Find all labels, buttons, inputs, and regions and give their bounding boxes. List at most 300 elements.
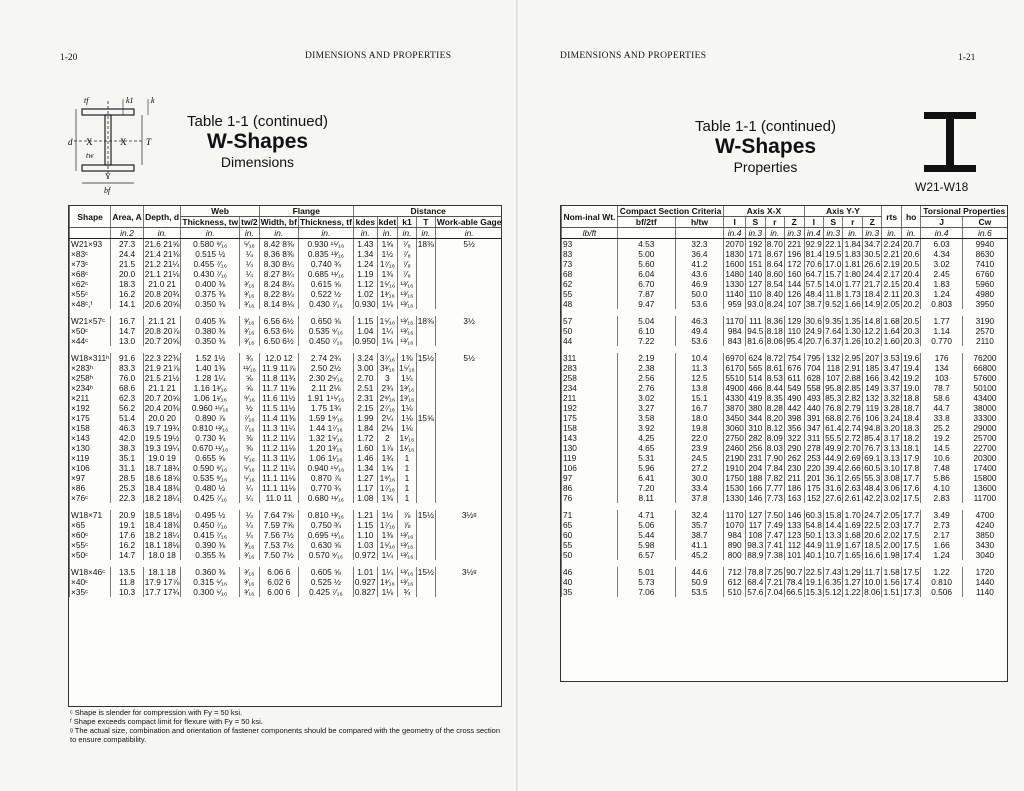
value-cell: 0.400 ⅜ bbox=[181, 279, 240, 289]
value-cell bbox=[416, 550, 435, 560]
value-cell: 10.2 bbox=[864, 336, 881, 346]
value-cell: 17.6 bbox=[903, 483, 920, 493]
value-cell: 10.7 bbox=[825, 550, 842, 560]
table-row bbox=[70, 299, 503, 309]
value-cell bbox=[416, 259, 435, 269]
footnote: ᶜ Shape is slender for compression with Fy = 50 ksi. bbox=[70, 708, 243, 717]
value-cell: 1³⁄₁₆ bbox=[399, 383, 415, 393]
table-row bbox=[562, 316, 1008, 326]
unit-cell: in. bbox=[143, 228, 181, 239]
value-cell: ¹³⁄₁₆ bbox=[398, 279, 417, 289]
value-cell bbox=[435, 423, 502, 433]
value-cell: 25.2 bbox=[921, 423, 962, 433]
value-cell: 8.64 bbox=[766, 259, 783, 269]
value-cell: 40.1 bbox=[805, 550, 822, 560]
value-cell: 7.06 bbox=[617, 587, 675, 597]
value-cell: 17.3 bbox=[903, 587, 920, 597]
value-cell: ³⁄₁₆ bbox=[240, 577, 260, 587]
value-cell: 19.8 bbox=[675, 423, 724, 433]
value-cell: 2.17 bbox=[921, 530, 962, 540]
value-cell: 0.315 ⁵⁄₁₆ bbox=[181, 577, 240, 587]
value-cell: 39.4 bbox=[825, 463, 842, 473]
value-cell: 19.5 19½ bbox=[144, 433, 180, 443]
value-cell: 19.0 19 bbox=[143, 453, 181, 463]
value-cell: 1.69 bbox=[844, 520, 861, 530]
value-cell bbox=[435, 413, 502, 423]
value-cell: 19.0 bbox=[903, 383, 920, 393]
value-cell: 0.535 ⁹⁄₁₆ bbox=[181, 473, 240, 483]
table-row bbox=[562, 493, 1008, 503]
value-cell: 66800 bbox=[962, 363, 1007, 373]
value-cell: 14.4 bbox=[825, 520, 842, 530]
value-cell bbox=[435, 587, 502, 597]
value-cell: 35.1 bbox=[111, 453, 143, 463]
value-cell: ⁷⁄₁₆ bbox=[240, 423, 260, 433]
value-cell: 7.25 bbox=[766, 567, 783, 577]
table-row bbox=[70, 403, 503, 413]
value-cell: 1.22 bbox=[921, 567, 962, 577]
shape-cell: ×143 bbox=[70, 433, 111, 443]
value-cell bbox=[435, 550, 502, 560]
value-cell: 1.72 bbox=[353, 433, 377, 443]
value-cell: 42.0 bbox=[111, 433, 143, 443]
value-cell: 15.3 bbox=[805, 587, 822, 597]
table-row bbox=[562, 289, 1008, 299]
value-cell: 8.30 8¼ bbox=[259, 259, 298, 269]
value-cell: 0.415 ⁷⁄₁₆ bbox=[181, 530, 240, 540]
value-cell: 4330 bbox=[725, 393, 744, 403]
value-cell bbox=[435, 433, 502, 443]
value-cell: 2.38 bbox=[617, 363, 675, 373]
value-cell bbox=[435, 279, 502, 289]
value-cell: 3430 bbox=[962, 540, 1007, 550]
value-cell: 103 bbox=[921, 373, 962, 383]
col-header: r bbox=[765, 217, 784, 228]
value-cell: 20.7 20⅝ bbox=[144, 336, 180, 346]
value-cell: 14.7 bbox=[111, 550, 143, 560]
value-cell: 1.43 bbox=[353, 239, 377, 250]
value-cell: 1.14 bbox=[921, 326, 962, 336]
value-cell: 21.6 21⅝ bbox=[144, 239, 180, 249]
value-cell: 7.77 bbox=[766, 483, 783, 493]
value-cell: 7.49 bbox=[766, 520, 783, 530]
value-cell: 3 bbox=[377, 373, 397, 383]
shape-cell: 158 bbox=[562, 423, 618, 433]
value-cell: 69.1 bbox=[864, 453, 881, 463]
value-cell: 800 bbox=[724, 550, 746, 560]
col-header: S bbox=[746, 217, 765, 228]
diagram-label-tf: tf bbox=[84, 96, 89, 105]
value-cell bbox=[435, 249, 502, 259]
shape-cell: 57 bbox=[562, 316, 618, 326]
shape-cell: W18×311ʰ bbox=[71, 353, 110, 363]
value-cell: 51.4 bbox=[111, 413, 143, 423]
value-cell: 0.375 ⅜ bbox=[181, 289, 240, 299]
value-cell: 19.2 bbox=[903, 373, 920, 383]
col-header: Shape bbox=[70, 206, 111, 228]
table-row bbox=[70, 363, 503, 373]
value-cell: 11.1 11⅛ bbox=[259, 483, 298, 493]
value-cell bbox=[435, 363, 502, 373]
value-cell: 0.950 bbox=[354, 336, 376, 346]
value-cell: 78.7 bbox=[921, 383, 962, 393]
value-cell: 5½ bbox=[435, 239, 502, 250]
value-cell: 11.0 11 bbox=[259, 493, 298, 503]
value-cell: 1750 bbox=[725, 473, 744, 483]
value-cell: 2⁷⁄₁₆ bbox=[377, 403, 397, 413]
value-cell: 38.3 bbox=[111, 443, 143, 453]
value-cell: 2750 bbox=[725, 433, 744, 443]
value-cell: 20.3 bbox=[903, 336, 920, 346]
value-cell bbox=[416, 279, 435, 289]
value-cell: 2.11 2⅛ bbox=[298, 383, 353, 393]
value-cell: 18.5 18½ bbox=[144, 510, 180, 520]
value-cell: 14.9 bbox=[864, 299, 881, 309]
shape-cell: ×86 bbox=[70, 483, 111, 493]
value-cell: 7.84 bbox=[766, 463, 783, 473]
value-cell: 0.972 bbox=[354, 550, 376, 560]
col-header: Work-able Gage bbox=[436, 217, 502, 227]
value-cell: 442 bbox=[785, 403, 804, 413]
unit-cell: in.4 bbox=[921, 228, 962, 239]
value-cell: 9.47 bbox=[617, 299, 675, 309]
value-cell: 12.0 12 bbox=[259, 353, 298, 363]
value-cell: 19.3 19¼ bbox=[144, 443, 180, 453]
group-header: Distance bbox=[353, 206, 502, 217]
value-cell: 5.44 bbox=[617, 530, 675, 540]
value-cell bbox=[416, 363, 435, 373]
shape-cell: ×119 bbox=[70, 453, 111, 463]
value-cell: 1.83 bbox=[921, 279, 962, 289]
table-row bbox=[70, 249, 503, 259]
page-number: 1-21 bbox=[958, 53, 976, 63]
unit-cell: in. bbox=[435, 228, 502, 239]
value-cell: ⁷⁄₈ bbox=[398, 269, 417, 279]
value-cell: 17.4 bbox=[903, 550, 920, 560]
value-cell: 1⁵⁄₁₆ bbox=[377, 316, 397, 326]
value-cell: ¼ bbox=[240, 520, 260, 530]
unit-cell bbox=[617, 228, 675, 239]
value-cell bbox=[435, 530, 502, 540]
unit-cell bbox=[70, 228, 111, 239]
value-cell bbox=[416, 299, 435, 309]
value-cell: 3.32 bbox=[883, 393, 900, 403]
value-cell: 8.61 bbox=[766, 363, 783, 373]
value-cell: 1⅜ bbox=[377, 530, 397, 540]
value-cell: 3190 bbox=[962, 316, 1007, 326]
value-cell: 5.00 bbox=[617, 249, 675, 259]
value-cell: 6.41 bbox=[617, 473, 675, 483]
value-cell: 493 bbox=[804, 393, 823, 403]
value-cell: 1.06 1¹⁄₁₆ bbox=[298, 453, 353, 463]
value-cell: 19.1 bbox=[805, 577, 822, 587]
value-cell: 1.84 bbox=[353, 423, 377, 433]
value-cell: 11.4 11⅜ bbox=[259, 413, 298, 423]
shape-cell: ×68ᶜ bbox=[70, 269, 111, 279]
value-cell: 3.02 bbox=[883, 493, 900, 503]
value-cell: 2.73 bbox=[921, 520, 962, 530]
table-row bbox=[562, 433, 1008, 443]
table-row bbox=[70, 326, 503, 336]
value-cell: 7.82 bbox=[766, 473, 783, 483]
table-row bbox=[562, 550, 1008, 560]
diagram-label-d: d bbox=[68, 137, 73, 147]
value-cell: 0.685 ¹¹⁄₁₆ bbox=[298, 269, 353, 279]
value-cell: 185 bbox=[862, 363, 881, 373]
value-cell: 15.8 bbox=[825, 510, 842, 520]
col-header: kdes bbox=[353, 217, 377, 228]
value-cell: 110 bbox=[785, 326, 804, 336]
value-cell bbox=[416, 443, 435, 453]
group-header: Axis X-X bbox=[724, 206, 804, 217]
value-cell: 1.29 bbox=[844, 567, 861, 577]
value-cell: 50.0 bbox=[675, 289, 724, 299]
separator-cell bbox=[562, 309, 1008, 316]
table-row bbox=[562, 520, 1008, 530]
value-cell: 15⅝ bbox=[417, 413, 434, 423]
value-cell: 55.3 bbox=[864, 473, 881, 483]
value-cell: 2.05 bbox=[883, 510, 900, 520]
value-cell: 60.3 bbox=[805, 510, 822, 520]
value-cell: ⁵⁄₁₆ bbox=[240, 239, 260, 250]
col-header: kdet bbox=[378, 217, 397, 227]
value-cell: 8.18 bbox=[766, 326, 783, 336]
value-cell: 18⅜ bbox=[417, 239, 434, 249]
shape-cell: ×65 bbox=[70, 520, 111, 530]
shape-cell: 65 bbox=[562, 520, 618, 530]
table-row bbox=[562, 239, 1008, 250]
value-cell: 1 bbox=[398, 473, 417, 483]
value-cell: 1.68 bbox=[883, 316, 900, 326]
value-cell bbox=[416, 587, 435, 597]
value-cell: 20.6 bbox=[903, 249, 920, 259]
value-cell: 1¼ bbox=[377, 326, 397, 336]
value-cell: 1.24 bbox=[921, 550, 962, 560]
table-row bbox=[70, 316, 503, 326]
value-cell: 2.51 bbox=[353, 383, 377, 393]
value-cell bbox=[435, 473, 502, 483]
value-cell: 20.0 20 bbox=[143, 413, 181, 423]
value-cell: 45.2 bbox=[675, 550, 724, 560]
value-cell: 6170 bbox=[725, 363, 744, 373]
value-cell: ¼ bbox=[240, 269, 260, 279]
value-cell: 1.17 bbox=[353, 483, 377, 493]
value-cell: 38.7 bbox=[675, 530, 724, 540]
value-cell: 149 bbox=[862, 383, 881, 393]
table-row bbox=[562, 393, 1008, 403]
value-cell: 17.7 bbox=[903, 473, 920, 483]
value-cell: 20.0 bbox=[111, 269, 143, 279]
value-cell: 0.810 bbox=[921, 577, 962, 587]
value-cell: 344 bbox=[746, 413, 765, 423]
value-cell: 0.450 ⁷⁄₁₆ bbox=[298, 336, 353, 346]
value-cell: 76200 bbox=[962, 353, 1007, 363]
value-cell: 11.3 11¼ bbox=[259, 453, 298, 463]
value-cell: 18.7 18¾ bbox=[144, 463, 180, 473]
value-cell: 9940 bbox=[962, 239, 1007, 250]
value-cell: 34.7 bbox=[864, 239, 881, 249]
group-header: Compact Section Criteria bbox=[617, 206, 723, 217]
value-cell: 1¹⁄₁₆ bbox=[399, 443, 415, 453]
shape-cell: 258 bbox=[562, 373, 618, 383]
shape-cell: 97 bbox=[562, 473, 618, 483]
shape-cell: ×234ʰ bbox=[70, 383, 111, 393]
value-cell bbox=[435, 463, 502, 473]
value-cell: 68.8 bbox=[825, 413, 842, 423]
value-cell: 11.8 11¾ bbox=[259, 373, 298, 383]
value-cell: 25.3 bbox=[111, 483, 143, 493]
col-header: T bbox=[416, 217, 435, 228]
value-cell: 8.36 bbox=[766, 316, 783, 326]
value-cell: 0.770 bbox=[921, 336, 962, 346]
value-cell: 2.70 bbox=[353, 373, 377, 383]
value-cell: ¾ bbox=[240, 353, 260, 363]
value-cell: 984 bbox=[724, 326, 746, 336]
value-cell: 132 bbox=[824, 353, 843, 363]
value-cell: 17.4 bbox=[903, 577, 920, 587]
value-cell: 54.8 bbox=[805, 520, 822, 530]
value-cell: 754 bbox=[785, 353, 804, 363]
table-row bbox=[70, 530, 503, 540]
col-header: rts bbox=[882, 206, 901, 228]
value-cell: 0.535 ⁹⁄₁₆ bbox=[298, 326, 353, 336]
value-cell: 1⅛ bbox=[398, 413, 417, 423]
value-cell: 13.8 bbox=[675, 383, 724, 393]
value-cell: 5.04 bbox=[617, 316, 675, 326]
value-cell bbox=[416, 403, 435, 413]
value-cell: 1.06 1¹⁄₁₆ bbox=[181, 393, 240, 403]
value-cell: 4980 bbox=[962, 289, 1007, 299]
table-row bbox=[70, 510, 503, 520]
value-cell: 3.27 bbox=[617, 403, 675, 413]
table-row bbox=[562, 587, 1008, 597]
separator-cell bbox=[70, 503, 503, 510]
value-cell: 282 bbox=[746, 433, 765, 443]
value-cell: 1⁷⁄₁₆ bbox=[377, 520, 397, 530]
value-cell: 0.650 ⅝ bbox=[298, 316, 353, 326]
group-header: Axis Y-Y bbox=[804, 206, 882, 217]
title-line-2: W-Shapes bbox=[714, 135, 817, 158]
value-cell: 21.1 21 bbox=[143, 383, 181, 393]
value-cell: ¹¹⁄₁₆ bbox=[240, 363, 260, 373]
i-beam-icon bbox=[920, 110, 980, 174]
value-cell: 24.7 bbox=[864, 510, 881, 520]
value-cell: 0.810 ¹³⁄₁₆ bbox=[181, 423, 240, 433]
value-cell: ¹³⁄₁₆ bbox=[398, 530, 417, 540]
value-cell: 127 bbox=[746, 279, 765, 289]
value-cell: 112 bbox=[785, 540, 804, 550]
value-cell: 61.4 bbox=[825, 423, 842, 433]
footnote: to ensure compatibility. bbox=[70, 735, 147, 744]
value-cell: 57.5 bbox=[805, 279, 822, 289]
value-cell: 1.77 bbox=[844, 279, 861, 289]
value-cell: 7.64 bbox=[825, 326, 842, 336]
value-cell: ⅞ bbox=[398, 520, 417, 530]
value-cell: 94.5 bbox=[747, 326, 764, 336]
value-cell: 0.927 bbox=[354, 577, 376, 587]
value-cell: 76.8 bbox=[825, 403, 842, 413]
table-row bbox=[70, 463, 503, 473]
value-cell: 3.02 bbox=[921, 259, 962, 269]
value-cell: 17.7 bbox=[903, 510, 920, 520]
value-cell: 1.52 1½ bbox=[181, 353, 240, 363]
value-cell: 27.2 bbox=[675, 463, 724, 473]
value-cell: 2.15 bbox=[353, 403, 377, 413]
value-cell: 4.71 bbox=[617, 510, 675, 520]
value-cell: 14.7 bbox=[111, 326, 143, 336]
value-cell: 16.2 bbox=[111, 540, 143, 550]
value-cell: 262 bbox=[785, 453, 804, 463]
value-cell: 20.8 20¾ bbox=[144, 289, 180, 299]
shape-cell: 211 bbox=[562, 393, 618, 403]
value-cell: 7.47 bbox=[766, 530, 783, 540]
separator-cell bbox=[562, 560, 1008, 567]
table-row bbox=[562, 299, 1008, 309]
value-cell: 20300 bbox=[962, 453, 1007, 463]
value-cell: 8.35 bbox=[766, 393, 783, 403]
col-header: h/tw bbox=[675, 217, 724, 228]
value-cell: 18.7 bbox=[903, 403, 920, 413]
value-cell: 1.20 1³⁄₁₆ bbox=[298, 443, 353, 453]
value-cell: 2.79 bbox=[844, 403, 861, 413]
value-cell: 2.31 bbox=[353, 393, 377, 403]
value-cell: 1.24 bbox=[353, 259, 377, 269]
value-cell: 3.24 bbox=[883, 413, 900, 423]
col-header: Cw bbox=[962, 217, 1007, 228]
value-cell: 11.6 11½ bbox=[259, 393, 298, 403]
unit-cell: in.3 bbox=[862, 228, 881, 239]
value-cell: 20.4 20⅜ bbox=[144, 403, 180, 413]
value-cell: 3.24 bbox=[353, 353, 377, 363]
value-cell: 133 bbox=[785, 520, 804, 530]
value-cell: 18.4 18⅜ bbox=[144, 483, 180, 493]
shape-cell: ×40ᶜ bbox=[70, 577, 111, 587]
value-cell: 11.8 bbox=[825, 289, 842, 299]
value-cell: 1¼ bbox=[398, 373, 417, 383]
value-cell: 1⅜ bbox=[398, 353, 417, 363]
value-cell: 18.1 18⅛ bbox=[144, 540, 180, 550]
table-row bbox=[70, 393, 503, 403]
value-cell: 8.24 8¼ bbox=[259, 279, 298, 289]
separator-cell bbox=[562, 346, 1008, 353]
value-cell: ¼ bbox=[240, 493, 260, 503]
value-cell: 290 bbox=[785, 443, 804, 453]
value-cell: 6760 bbox=[962, 269, 1007, 279]
value-cell: 2.05 bbox=[883, 299, 900, 309]
table-row bbox=[70, 353, 503, 363]
value-cell: 18.3 bbox=[903, 423, 920, 433]
value-cell: 0.930 ¹⁵⁄₁₆ bbox=[298, 239, 353, 250]
shape-cell: W21×93 bbox=[70, 239, 111, 250]
value-cell: 3.13 bbox=[883, 453, 900, 463]
value-cell: ¹³⁄₁₆ bbox=[398, 326, 417, 336]
title-line-1: Table 1-1 (continued) bbox=[695, 118, 836, 135]
value-cell bbox=[435, 453, 502, 463]
table-row bbox=[70, 289, 503, 299]
value-cell: ¹³⁄₁₆ bbox=[398, 550, 417, 560]
value-cell: 20.3 bbox=[903, 289, 920, 299]
col-header: Z bbox=[862, 217, 881, 228]
value-cell: 36.4 bbox=[675, 249, 724, 259]
value-cell: 18.1 bbox=[903, 443, 920, 453]
value-cell: 134 bbox=[921, 363, 962, 373]
group-separator bbox=[70, 309, 503, 316]
value-cell: ³⁄₁₆ bbox=[240, 587, 260, 597]
value-cell: 6.56 6½ bbox=[259, 316, 298, 326]
table-row bbox=[70, 336, 503, 346]
value-cell: 628 bbox=[804, 373, 823, 383]
group-separator bbox=[70, 503, 503, 510]
